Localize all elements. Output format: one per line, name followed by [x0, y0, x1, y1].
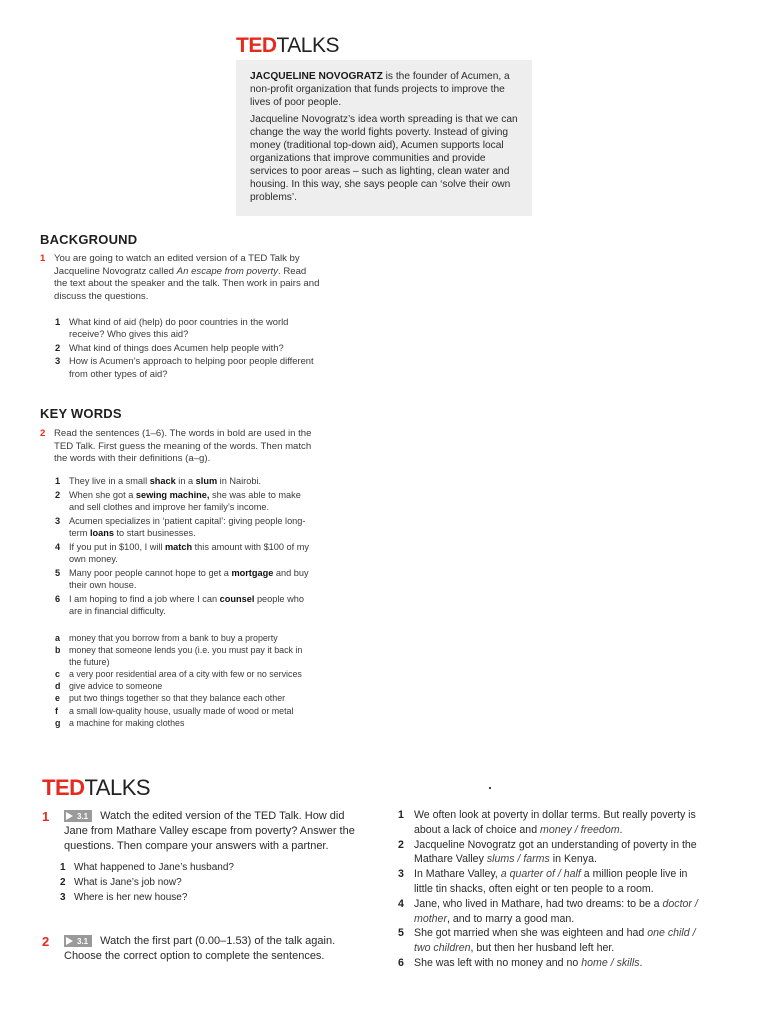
list-item: d give advice to someone [55, 681, 163, 692]
answer-options[interactable]: a quarter of / half [500, 868, 581, 881]
key-words-instruction: Read the sentences (1–6). The words in bold are used in the TED Talk. First guess the meaning of the words. Then match the words with their definitions (a–g). [54, 428, 312, 465]
list-item: 1 We often look at poverty in dollar terms. But really poverty is about a lack of choice and money / freedom. [398, 809, 696, 836]
play-icon [66, 937, 73, 945]
list-item: a money that you borrow from a bank to buy a property [55, 633, 278, 643]
exercise-number: 1 [40, 253, 46, 264]
answer-options[interactable]: money / freedom [540, 823, 620, 836]
list-item: 2 Jacqueline Novogratz got an understanding of poverty in the Mathare Valley slums / farms in Kenya. [398, 838, 697, 866]
list-item: 2 What kind of things does Acumen help people with? [55, 341, 284, 353]
list-item: 5 She got married when she was eighteen and had one child / two children, but then her husband left her. [398, 927, 696, 955]
ted-talks-logo-top: TEDTALKS [236, 34, 339, 57]
list-item: 6 She was left with no money and no home / skills. [398, 956, 643, 969]
talk-title: An escape from poverty [176, 265, 278, 277]
list-item: 6 I am hoping to find a job where I can counsel people who are in financial difficulty. [55, 593, 304, 616]
list-item: b money that someone lends you (i.e. you must pay it back in the future) [55, 645, 303, 668]
list-item: 2 When she got a sewing machine, she was able to make and sell clothes and improve her family’s income. [55, 489, 301, 512]
exercise-number: 2 [42, 934, 50, 949]
background-instruction: You are going to watch an edited version of a TED Talk by Jacqueline Novogratz called An escape from poverty. Read the text about the speaker and the talk. Then work in pairs and discuss the questions. [54, 253, 320, 302]
list-item: f a small low-quality house, usually made of wood or metal [55, 705, 294, 716]
answer-options[interactable]: doctor / mother [414, 897, 698, 925]
video-clip-button[interactable]: 3.1 [64, 935, 92, 947]
watch-exercise-2 [42, 934, 360, 964]
speaker-bio-box [236, 60, 532, 216]
key-words-definitions [55, 632, 317, 729]
video-clip-button[interactable]: 3.1 [64, 810, 92, 822]
list-item: 4 If you put in $100, I will match this amount with $100 of my own money. [55, 541, 310, 564]
exercise-number: 2 [40, 428, 46, 439]
list-item: 2 What is Jane’s job now? [60, 877, 182, 888]
background-exercise [40, 253, 322, 303]
stray-mark [489, 787, 491, 789]
watch-exercise-1 [42, 809, 360, 905]
list-item: 5 Many poor people cannot hope to get a mortgage and buy their own house. [55, 567, 309, 590]
key-words-exercise [40, 428, 318, 466]
exercise-number: 1 [42, 809, 50, 824]
list-item: 3 In Mathare Valley, a quarter of / half a million people live in little tin shacks, often eight or ten people to a room. [398, 868, 688, 895]
watch-instruction-1: Watch the edited version of the TED Talk. How did Jane from Mathare Valley escape from poverty? Answer the questions. Then compare your answers with a partner. [64, 810, 355, 852]
bio-intro: JACQUELINE NOVOGRATZ is the founder of Acumen, a non-profit organization that funds projects to improve the lives of poor people. [250, 71, 510, 108]
list-item: c a very poor residential area of a city with few or no services [55, 669, 302, 680]
key-words-heading: KEY WORDS [40, 406, 122, 421]
choose-option-sentences [398, 808, 698, 971]
bio-idea: Jacqueline Novogratz’s idea worth spreading is that we can change the way the world fights poverty. Instead of giving money (traditional top-down aid), Acumen supports local organizations that improve communities and provide services to poor areas – such as lighting, clean water and housing. In this way, she says people can ‘solve their own problems’. [250, 114, 518, 203]
list-item: 3 Acumen specializes in ‘patient capital’: giving people long-term loans to start businesses. [55, 515, 306, 538]
key-words-sentences [55, 475, 315, 619]
answer-options[interactable]: one child / two children [414, 927, 696, 955]
list-item: 3 How is Acumen’s approach to helping poor people different from other types of aid? [55, 355, 314, 379]
list-item: 1 What happened to Jane’s husband? [60, 862, 234, 873]
speaker-name: JACQUELINE NOVOGRATZ [250, 71, 383, 82]
watch-instruction-2: Watch the first part (0.00–1.53) of the talk again. Choose the correct option to complete the sentences. [64, 935, 336, 962]
answer-options[interactable]: home / skills [581, 956, 640, 969]
list-item: e put two things together so that they balance each other [55, 693, 286, 704]
watch-questions [60, 860, 360, 905]
background-questions [55, 316, 317, 381]
list-item: 3 Where is her new house? [60, 892, 188, 903]
list-item: g a machine for making clothes [55, 717, 185, 728]
list-item: 1 What kind of aid (help) do poor countries in the world receive? Who gives this aid? [55, 316, 289, 340]
background-heading: BACKGROUND [40, 232, 138, 247]
answer-options[interactable]: slums / farms [486, 853, 550, 866]
ted-talks-logo-bottom: TEDTALKS [42, 775, 151, 800]
list-item: 4 Jane, who lived in Mathare, had two dreams: to be a doctor / mother, and to marry a good man. [398, 897, 698, 925]
list-item: 1 They live in a small shack in a slum in Nairobi. [55, 476, 262, 486]
play-icon [66, 812, 73, 820]
